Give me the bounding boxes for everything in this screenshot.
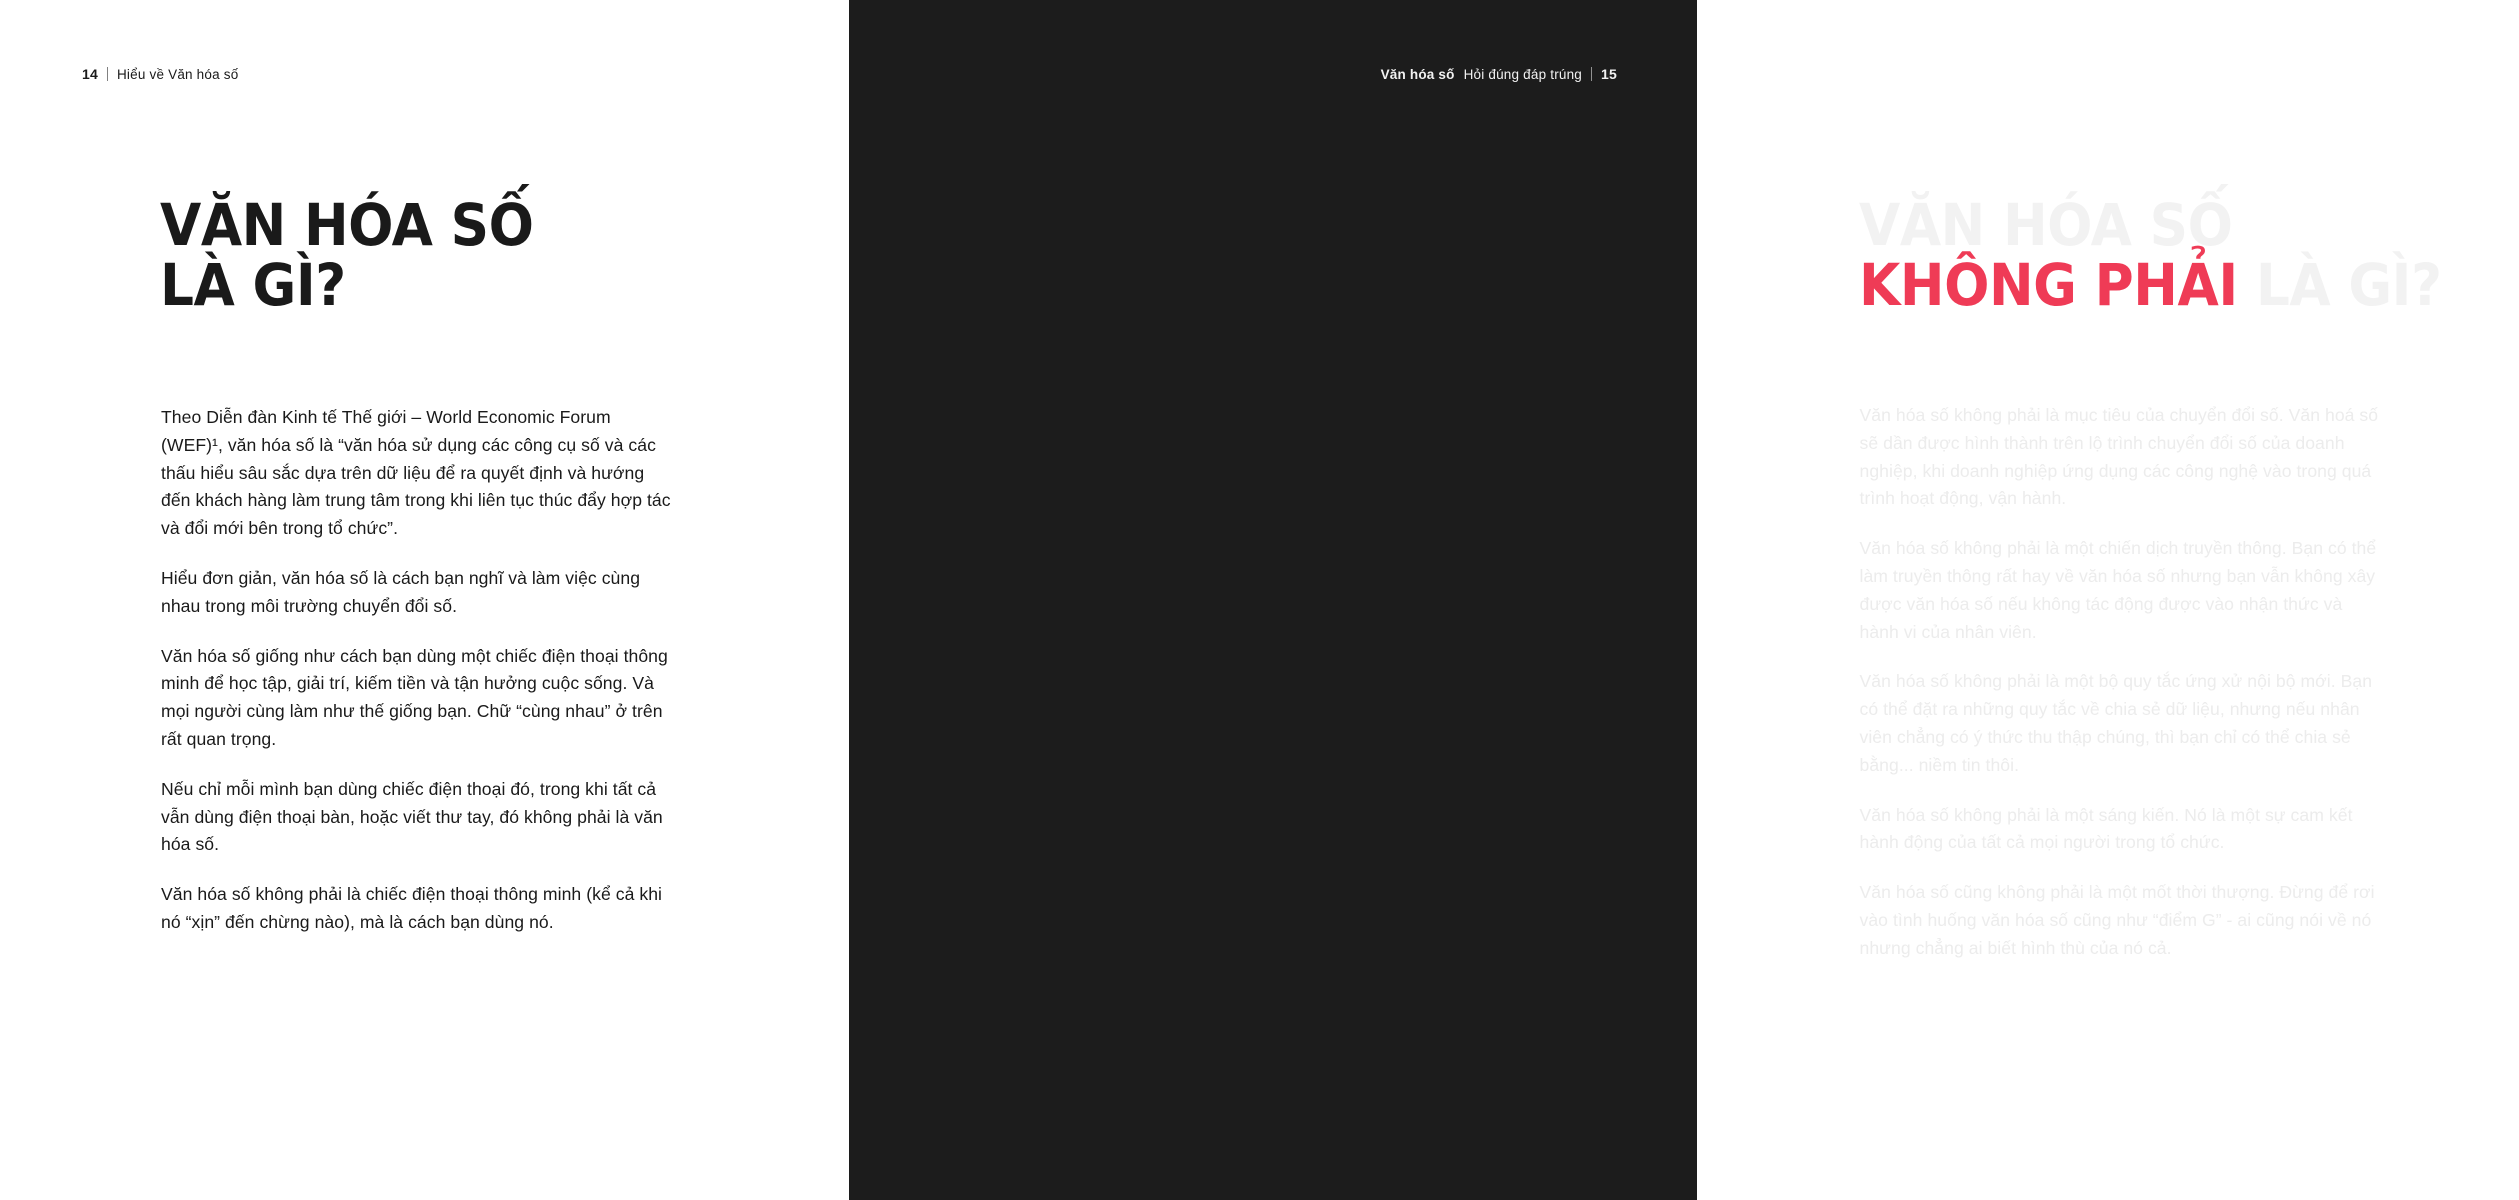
paragraph: Văn hóa số không phải là một chiến dịch truyền thông. Bạn có thể làm truyền thông rất hay về văn hóa số nhưng bạn vẫn không xây được văn hóa số nếu không tác động được vào nhận thức và hành vi của nhân viên. [1859,538,2377,642]
running-head-right [1381,66,1617,82]
page-number-right: 15 [1601,66,1617,82]
divider-icon [107,67,108,81]
right-heading-rest: LÀ GÌ? [2255,250,2442,319]
paragraph: Nếu chỉ mỗi mình bạn dùng chiếc điện thoại đó, trong khi tất cả vẫn dùng điện thoại bàn, hoặc viết thư tay, đó không phải là văn hóa số. [161,778,663,855]
running-head-left [82,66,238,82]
paragraph: Văn hóa số không phải là một bộ quy tắc ứng xử nội bộ mới. Bạn có thể đặt ra những quy tắc về chia sẻ dữ liệu, nhưng nếu nhân viên chẳng có ý thức thu thập chúng, thì bạn chỉ có thể chia sẻ bằng... niềm tin thôi. [1859,671,2373,775]
paragraph: Văn hóa số giống như cách bạn dùng một chiếc điện thoại thông minh để học tập, giải trí, kiếm tiền và tận hưởng cuộc sống. Và mọi người cùng làm như thế giống bạn. Chữ “cùng nhau” ở trên rất quan trọng. [161,645,668,749]
running-head-left-title: Hiểu về Văn hóa số [116,66,239,82]
running-head-right-title-strong: Văn hóa số [1380,66,1455,82]
running-head-right-title-rest: Hỏi đúng đáp trúng [1463,66,1583,82]
left-page-body [161,404,673,937]
left-heading-line-1: VĂN HÓA SỐ [160,191,534,259]
paragraph: Văn hóa số cũng không phải là một mốt thời thượng. Đừng để rơi vào tình huống văn hóa số cũng như “điểm G” - ai cũng nói về nó nhưng chẳng ai biết hình thù của nó cả. [1859,882,2375,958]
left-page-title [160,191,800,319]
paragraph: Văn hóa số không phải là mục tiêu của chuyển đổi số. Văn hoá số sẽ dần được hình thành trên lộ trình chuyển đổi số của doanh nghiệp, khi doanh nghiệp ứng dụng các công nghệ vào trong quá trình hoạt động, vận hành. [1859,405,2379,509]
right-page-title [1858,191,2519,319]
paragraph: Theo Diễn đàn Kinh tế Thế giới – World Economic Forum (WEF)¹, văn hóa số là “văn hóa sử dụng các công cụ số và các thấu hiểu sâu sắc dựa trên dữ liệu để ra quyết định và hướng đến khách hàng làm trung tâm trong khi liên tục thúc đẩy hợp tác và đổi mới bên trong tổ chức”. [161,407,671,539]
paragraph: Hiểu đơn giản, văn hóa số là cách bạn nghĩ và làm việc cùng nhau trong môi trường chuyển đổi số. [161,567,641,616]
right-heading-line-2 [1858,250,2466,319]
right-heading-accent: KHÔNG PHẢI [1858,250,2238,319]
paragraph: Văn hóa số không phải là chiếc điện thoại thông minh (kể cả khi nó “xịn” đến chừng nào), mà là cách bạn dùng nó. [161,884,662,932]
paragraph: Văn hóa số không phải là một sáng kiến. Nó là một sự cam kết hành động của tất cả mọi người trong tổ chức. [1859,804,2353,853]
page-number-left: 14 [82,66,98,82]
left-page [0,0,849,1200]
right-page [849,0,2442,1200]
left-heading-line-2: LÀ GÌ? [160,250,346,319]
right-page-body [1860,402,2380,963]
divider-icon [1591,67,1592,81]
right-heading-line-1: VĂN HÓA SỐ [1858,191,2232,259]
